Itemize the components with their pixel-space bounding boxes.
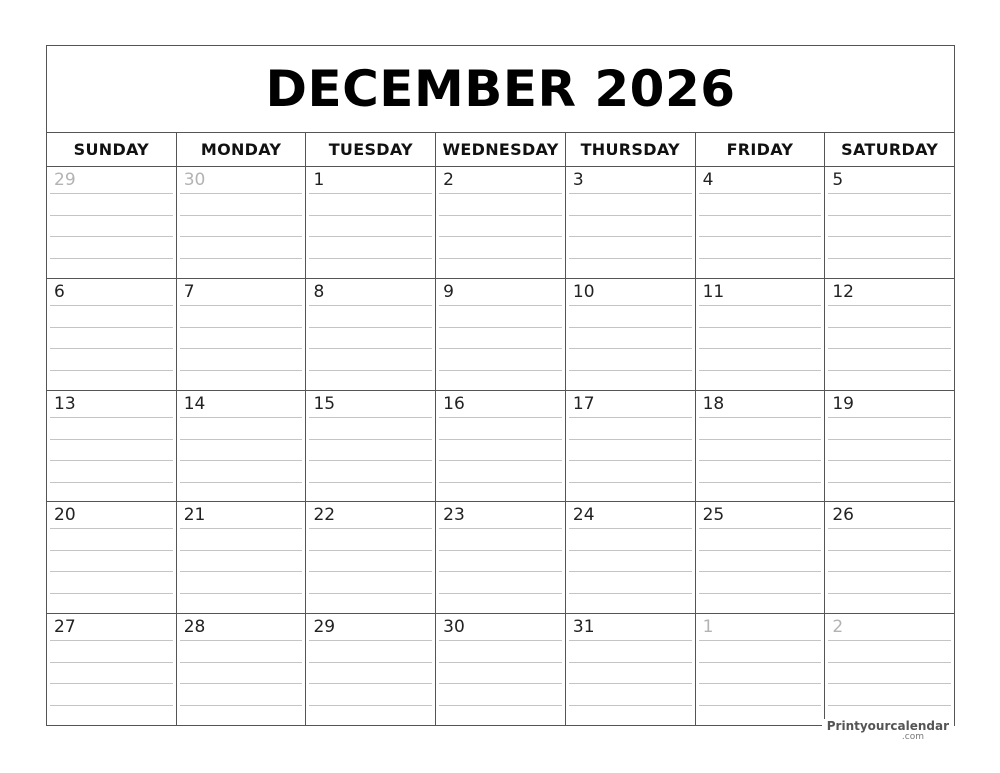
writing-line: [569, 593, 692, 594]
day-cell: [177, 502, 307, 613]
writing-line: [828, 528, 951, 529]
writing-line: [699, 550, 822, 551]
weekday-saturday: SATURDAY: [841, 140, 939, 159]
writing-line: [439, 662, 562, 663]
writing-line: [699, 327, 822, 328]
writing-line: [699, 370, 822, 371]
day-cell: [306, 279, 436, 390]
writing-line: [569, 236, 692, 237]
writing-line: [828, 258, 951, 259]
day-cell: [47, 502, 177, 613]
weekday-sunday: SUNDAY: [47, 133, 177, 166]
day-cell: [47, 614, 177, 725]
writing-line: [309, 683, 432, 684]
brand-watermark: [822, 719, 954, 742]
day-number: 17: [572, 393, 595, 414]
writing-line: [309, 236, 432, 237]
day-number: 7: [183, 281, 195, 302]
writing-line: [309, 528, 432, 529]
day-number: 26: [832, 505, 854, 526]
weekday-header-row: [47, 133, 954, 167]
writing-line: [180, 439, 303, 440]
day-cell: [566, 167, 696, 278]
day-cell-other-month: [47, 167, 177, 278]
writing-line: [828, 550, 951, 551]
day-cell: [177, 614, 307, 725]
writing-line: [309, 193, 432, 194]
day-number: 19: [832, 393, 854, 414]
writing-line: [309, 662, 432, 663]
day-number: 5: [832, 170, 844, 190]
writing-line: [180, 258, 303, 259]
writing-line: [309, 348, 432, 349]
day-number: 22: [313, 505, 336, 526]
writing-line: [828, 305, 951, 306]
writing-line: [828, 571, 951, 572]
day-cell: [825, 502, 954, 613]
writing-line: [309, 417, 432, 418]
writing-line: [439, 193, 562, 194]
day-cell: [436, 279, 566, 390]
writing-line: [50, 571, 173, 572]
writing-line: [699, 683, 822, 684]
writing-line: [439, 528, 562, 529]
writing-line: [569, 662, 692, 663]
writing-line: [180, 460, 303, 461]
writing-line: [439, 417, 562, 418]
day-number: 27: [54, 617, 76, 638]
writing-line: [50, 305, 173, 306]
day-number: 9: [443, 281, 454, 302]
writing-line: [699, 215, 822, 216]
weekday-wednesday: WEDNESDAY: [436, 133, 566, 166]
writing-line: [828, 482, 951, 483]
writing-line: [439, 327, 562, 328]
day-number: 30: [443, 617, 465, 638]
writing-line: [50, 550, 173, 551]
writing-line: [569, 550, 692, 551]
weekday-friday: FRIDAY: [696, 133, 826, 166]
writing-line: [569, 417, 692, 418]
day-number: 16: [443, 393, 465, 414]
writing-line: [699, 482, 822, 483]
writing-line: [50, 327, 173, 328]
writing-line: [699, 439, 822, 440]
week-row: [47, 167, 954, 279]
day-cell: [825, 167, 954, 278]
weekday-monday: MONDAY: [177, 133, 307, 166]
writing-line: [569, 439, 692, 440]
calendar-title: DECEMBER 2026: [265, 60, 736, 118]
writing-line: [50, 683, 173, 684]
writing-line: [180, 417, 303, 418]
writing-line: [439, 439, 562, 440]
writing-line: [699, 593, 822, 594]
writing-line: [180, 370, 303, 371]
writing-line: [828, 439, 951, 440]
writing-line: [828, 683, 951, 684]
writing-line: [50, 236, 173, 237]
day-cell: [436, 391, 566, 502]
writing-line: [50, 662, 173, 663]
writing-line: [699, 417, 822, 418]
writing-line: [309, 370, 432, 371]
day-number: 8: [313, 281, 325, 302]
writing-line: [50, 593, 173, 594]
writing-line: [569, 327, 692, 328]
writing-line: [569, 305, 692, 306]
day-number: 21: [183, 505, 206, 526]
writing-line: [699, 528, 822, 529]
day-cell: [47, 391, 177, 502]
writing-line: [828, 662, 951, 663]
writing-line: [699, 236, 822, 237]
writing-line: [828, 370, 951, 371]
day-cell: [47, 279, 177, 390]
writing-line: [50, 460, 173, 461]
day-cell: [177, 391, 307, 502]
writing-line: [309, 215, 432, 216]
writing-line: [439, 683, 562, 684]
weekday-thursday: THURSDAY: [566, 133, 696, 166]
writing-line: [439, 258, 562, 259]
writing-line: [569, 683, 692, 684]
day-cell: [306, 167, 436, 278]
writing-line: [439, 640, 562, 641]
writing-line: [439, 236, 562, 237]
writing-line: [828, 236, 951, 237]
day-cell: [177, 279, 307, 390]
day-number: 6: [54, 281, 65, 302]
week-row: [47, 391, 954, 503]
writing-line: [569, 370, 692, 371]
writing-line: [180, 683, 303, 684]
writing-line: [50, 370, 173, 371]
writing-line: [50, 640, 173, 641]
writing-line: [309, 593, 432, 594]
writing-line: [569, 528, 692, 529]
calendar-grid: [47, 167, 954, 725]
writing-line: [180, 482, 303, 483]
writing-line: [828, 593, 951, 594]
writing-line: [828, 193, 951, 194]
writing-line: [569, 640, 692, 641]
day-number: 14: [183, 393, 206, 414]
day-number: 2: [443, 170, 454, 190]
writing-line: [309, 705, 432, 706]
day-number: 23: [443, 505, 465, 526]
writing-line: [699, 662, 822, 663]
writing-line: [309, 327, 432, 328]
writing-line: [569, 460, 692, 461]
day-cell: [696, 502, 826, 613]
writing-line: [309, 460, 432, 461]
writing-line: [309, 640, 432, 641]
day-number: 15: [313, 393, 336, 414]
day-cell: [436, 502, 566, 613]
writing-line: [699, 305, 822, 306]
writing-line: [569, 705, 692, 706]
writing-line: [569, 348, 692, 349]
writing-line: [569, 571, 692, 572]
day-cell: [696, 167, 826, 278]
weekday-tuesday: TUESDAY: [306, 133, 436, 166]
writing-line: [828, 460, 951, 461]
writing-line: [180, 550, 303, 551]
day-cell: [825, 391, 954, 502]
writing-line: [439, 571, 562, 572]
writing-line: [309, 571, 432, 572]
writing-line: [309, 482, 432, 483]
writing-line: [699, 640, 822, 641]
writing-line: [828, 348, 951, 349]
writing-line: [180, 705, 303, 706]
day-cell: [306, 614, 436, 725]
day-number: 29: [54, 170, 76, 190]
day-number: 31: [572, 617, 595, 638]
day-number: 30: [183, 170, 206, 190]
brand-tld: .com: [901, 732, 924, 742]
writing-line: [699, 348, 822, 349]
writing-line: [828, 705, 951, 706]
writing-line: [50, 705, 173, 706]
writing-line: [50, 482, 173, 483]
day-cell: [566, 502, 696, 613]
writing-line: [439, 705, 562, 706]
day-number: 11: [702, 281, 725, 302]
title-bar: [47, 46, 954, 133]
day-number: 28: [183, 617, 206, 638]
day-number: 18: [702, 393, 725, 414]
day-number: 24: [572, 505, 595, 526]
brand-name: Printyourcalendar: [826, 719, 949, 733]
writing-line: [309, 258, 432, 259]
writing-line: [439, 215, 562, 216]
writing-line: [439, 593, 562, 594]
day-cell: [566, 279, 696, 390]
day-number: 25: [702, 505, 725, 526]
writing-line: [439, 348, 562, 349]
day-cell: [436, 167, 566, 278]
writing-line: [180, 327, 303, 328]
day-number: 13: [54, 393, 76, 414]
writing-line: [439, 550, 562, 551]
writing-line: [180, 236, 303, 237]
day-cell-other-month: [825, 614, 954, 725]
day-cell: [825, 279, 954, 390]
writing-line: [569, 482, 692, 483]
writing-line: [180, 571, 303, 572]
day-number: 4: [702, 170, 714, 190]
day-cell: [566, 391, 696, 502]
writing-line: [699, 193, 822, 194]
writing-line: [50, 215, 173, 216]
writing-line: [699, 460, 822, 461]
writing-line: [828, 640, 951, 641]
writing-line: [180, 593, 303, 594]
day-cell: [306, 502, 436, 613]
writing-line: [180, 528, 303, 529]
day-number: 2: [832, 617, 844, 638]
writing-line: [699, 258, 822, 259]
calendar: [46, 45, 955, 726]
writing-line: [50, 193, 173, 194]
writing-line: [180, 193, 303, 194]
writing-line: [439, 460, 562, 461]
day-number: 12: [832, 281, 854, 302]
writing-line: [180, 305, 303, 306]
writing-line: [309, 305, 432, 306]
writing-line: [180, 215, 303, 216]
writing-line: [439, 305, 562, 306]
day-number: 1: [702, 617, 714, 638]
day-cell: [696, 391, 826, 502]
writing-line: [180, 640, 303, 641]
writing-line: [699, 571, 822, 572]
writing-line: [50, 258, 173, 259]
writing-line: [828, 215, 951, 216]
writing-line: [50, 439, 173, 440]
writing-line: [828, 417, 951, 418]
week-row: [47, 502, 954, 614]
writing-line: [180, 662, 303, 663]
day-number: 20: [54, 505, 76, 526]
writing-line: [180, 348, 303, 349]
writing-line: [439, 370, 562, 371]
writing-line: [309, 550, 432, 551]
writing-line: [828, 327, 951, 328]
week-row: [47, 614, 954, 725]
day-number: 29: [313, 617, 336, 638]
writing-line: [569, 258, 692, 259]
writing-line: [50, 528, 173, 529]
day-cell-other-month: [177, 167, 307, 278]
writing-line: [50, 417, 173, 418]
day-cell: [566, 614, 696, 725]
writing-line: [439, 482, 562, 483]
day-number: 3: [572, 170, 584, 190]
writing-line: [50, 348, 173, 349]
writing-line: [699, 705, 822, 706]
day-number: 1: [313, 170, 325, 190]
week-row: [47, 279, 954, 391]
writing-line: [309, 439, 432, 440]
writing-line: [569, 215, 692, 216]
day-cell-other-month: [696, 614, 826, 725]
writing-line: [569, 193, 692, 194]
day-cell: [696, 279, 826, 390]
day-cell: [306, 391, 436, 502]
day-cell: [436, 614, 566, 725]
day-number: 10: [572, 281, 595, 302]
